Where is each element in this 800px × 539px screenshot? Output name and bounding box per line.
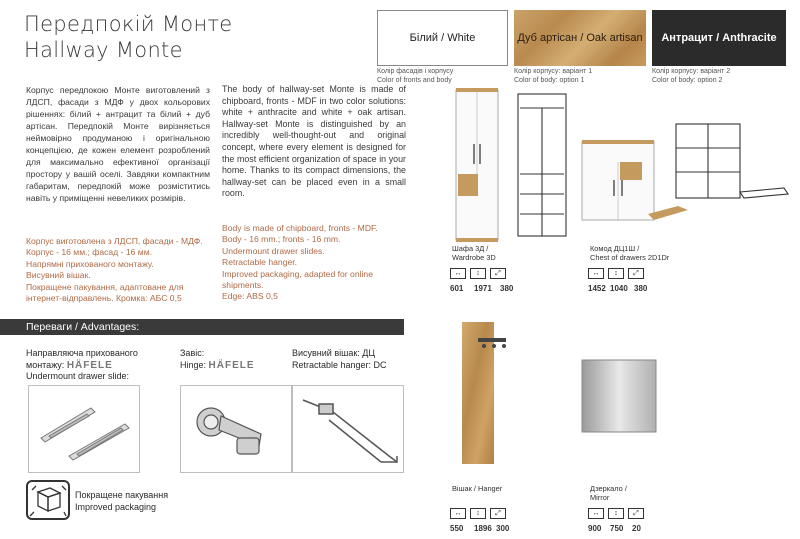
swatch-anthracite-caption: Колір корпусу: варіант 2 Color of body: option 2	[652, 68, 731, 84]
width-icon: ↔	[588, 508, 604, 519]
chest-label: Комод ДЦ1Ш / Chest of drawers 2D1Dr	[590, 244, 670, 262]
wardrobe-dims: 601 1971 380	[450, 284, 514, 293]
width-icon: ↔	[450, 508, 466, 519]
page-subtitle: Hallway Monte	[24, 38, 183, 62]
depth-icon: ⤢	[628, 268, 644, 279]
page-title: Передпокій Монте	[24, 12, 233, 36]
depth-icon: ⤢	[490, 268, 506, 279]
swatch-oak-caption: Колір корпусу: варіант 1 Color of body: option 1	[514, 68, 593, 84]
hafele-logo: HÄFELE	[66, 359, 113, 371]
chest-dim-icons	[588, 268, 644, 279]
specs-ua: Корпус виготовлена з ЛДСП, фасади - МДФ. Корпус - 16 мм.; фасад - 16 мм. Напрямні прихованого монтажу. Висувний вішак. Покращене пакування, адаптоване для інтернет-відправлень. Кромка: АБС 0,5	[26, 236, 203, 304]
drawer-slide-image	[28, 385, 140, 473]
mirror-image	[580, 358, 658, 434]
height-icon: ↕	[470, 268, 486, 279]
specs-en: Body is made of chipboard, fronts - MDF. Body - 16 mm.; fronts - 16 mm. Undermount drawer slides. Retractable hanger. Improved packaging, adapted for online shipments. Edge: ABS 0,5	[222, 223, 378, 302]
packaging-label: Покращене пакування Improved packaging	[75, 490, 169, 512]
description-en: The body of hallway-set Monte is made of chipboard, fronts - MDF in two color solutions: white + anthracite and white + oak artisan. Hallway-set Monte is distinguished by an incredibly well-thought-out and original concept, where every element is designed for the most efficient organization of space in your home. Thanks to its compact dimensions, the hallway-set can be placed even in a small room.	[222, 84, 406, 199]
swatch-oak-artisan: Дуб артісан / Oak artisan	[514, 10, 646, 66]
packaging-icon	[26, 480, 70, 520]
chest-image	[578, 118, 790, 238]
wardrobe-label: Шафа 3Д / Wardrobe 3D	[452, 244, 496, 262]
height-icon: ↕	[608, 268, 624, 279]
swatch-anthracite: Антрацит / Anthracite	[652, 10, 786, 66]
wardrobe-dim-icons	[450, 268, 506, 279]
width-icon: ↔	[588, 268, 604, 279]
description-ua: Корпус передпокою Монте виготовлений з ЛДСП, фасади з МДФ у двох кольорових рішеннях: білий + антрацит та білий + дуб артісан. Передпокій Монте вирізняється неймовірно продуманою і оригінальною концепцією, де кожен елемент розроблений для максимально ефективної організації простору у вашій оселі. Завдяки компактним габаритам, передпокій може розміститись навіть у приміщенні невеликих розмірів.	[26, 85, 210, 203]
swatch-white-caption: Колір фасадів і корпусу Color of fronts and body	[377, 68, 454, 84]
height-icon: ↕	[608, 508, 624, 519]
swatch-white: Білий / White	[377, 10, 508, 66]
hinge-image	[180, 385, 292, 473]
height-icon: ↕	[470, 508, 486, 519]
advantages-header: Переваги / Advantages:	[0, 319, 404, 335]
mirror-dim-icons	[588, 508, 644, 519]
hafele-logo: HÄFELE	[208, 359, 255, 371]
hanger-image	[292, 385, 404, 473]
slide-label: Направляюча прихованого монтажу: HÄFELE Undermount drawer slide:	[26, 348, 138, 381]
hinge-label: Завіс: Hinge: HÄFELE	[180, 348, 255, 371]
hanger-label: Висувний вішак: ДЦ Retractable hanger: DC	[292, 348, 387, 370]
hanger-panel-image	[456, 318, 516, 468]
hanger-dim-icons	[450, 508, 506, 519]
mirror-label: Дзеркало / Mirror	[590, 484, 627, 502]
wardrobe-image	[448, 84, 578, 244]
mirror-dims: 900 750 20	[588, 524, 641, 533]
chest-dims: 1452 1040 380	[588, 284, 648, 293]
hanger-label: Вішак / Hanger	[452, 484, 503, 493]
depth-icon: ⤢	[490, 508, 506, 519]
hanger-dims: 550 1896 300	[450, 524, 510, 533]
width-icon: ↔	[450, 268, 466, 279]
depth-icon: ⤢	[628, 508, 644, 519]
